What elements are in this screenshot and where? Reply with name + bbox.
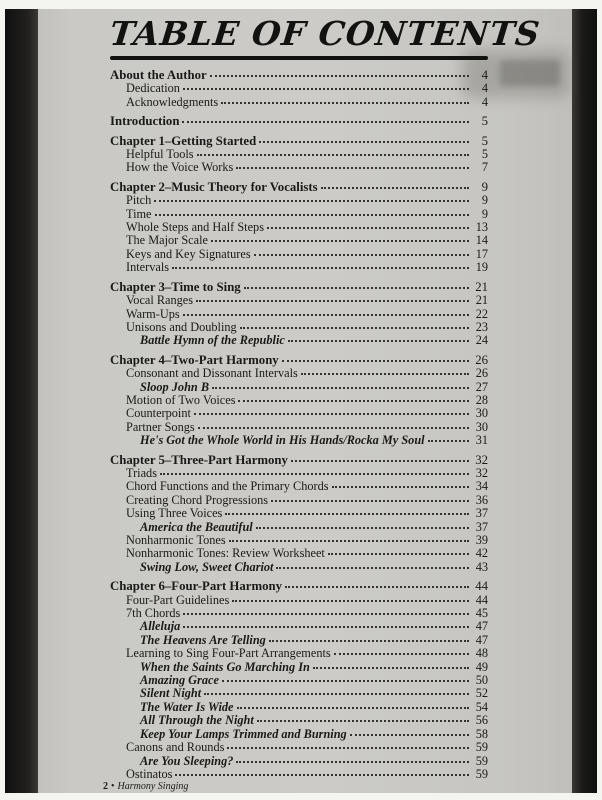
table-of-contents bbox=[110, 69, 488, 781]
scan-right-edge bbox=[572, 9, 597, 793]
scan-top-margin bbox=[0, 0, 602, 9]
toc-page-number: 32 bbox=[475, 465, 488, 480]
toc-entry-label: Using Three Voices bbox=[126, 506, 223, 521]
toc-dot-leader bbox=[321, 187, 469, 189]
toc-row bbox=[110, 208, 488, 221]
toc-entry-label: Alleluja bbox=[140, 619, 181, 634]
toc-entry-label: Partner Songs bbox=[126, 419, 195, 434]
toc-row bbox=[110, 421, 488, 434]
toc-dot-leader bbox=[276, 567, 469, 569]
toc-page-number: 47 bbox=[475, 619, 488, 634]
toc-page-number: 59 bbox=[475, 766, 488, 781]
toc-dot-leader bbox=[236, 761, 469, 763]
toc-entry-label: The Heavens Are Telling bbox=[140, 632, 266, 647]
toc-dot-leader bbox=[211, 240, 469, 242]
toc-page-number: 43 bbox=[475, 559, 488, 574]
toc-page-number: 27 bbox=[475, 379, 488, 394]
toc-dot-leader bbox=[238, 400, 469, 402]
toc-entry-label: Chapter 3–Time to Sing bbox=[110, 279, 241, 294]
toc-row bbox=[110, 521, 488, 534]
toc-dot-leader bbox=[269, 640, 469, 642]
toc-row bbox=[110, 221, 488, 234]
toc-row bbox=[110, 234, 488, 247]
scan-bottom-margin bbox=[0, 793, 602, 800]
toc-entry-label: Chapter 6–Four-Part Harmony bbox=[110, 579, 283, 594]
page-title: TABLE OF CONTENTS bbox=[107, 14, 543, 53]
toc-entry-label: Dedication bbox=[126, 81, 180, 96]
toc-row bbox=[110, 367, 488, 380]
toc-dot-leader bbox=[175, 774, 469, 776]
toc-dot-leader bbox=[232, 600, 469, 602]
toc-page-number: 58 bbox=[475, 726, 488, 741]
toc-row bbox=[110, 82, 488, 95]
toc-page-number: 26 bbox=[475, 352, 488, 367]
toc-dot-leader bbox=[428, 440, 469, 442]
toc-dot-leader bbox=[222, 680, 469, 682]
toc-row bbox=[110, 480, 488, 493]
toc-dot-leader bbox=[212, 387, 469, 389]
toc-dot-leader bbox=[154, 200, 469, 202]
toc-row bbox=[110, 561, 488, 574]
toc-page-number: 42 bbox=[475, 546, 488, 561]
toc-entry-label: Chapter 5–Three-Part Harmony bbox=[110, 452, 288, 467]
toc-page-number: 47 bbox=[475, 632, 488, 647]
toc-dot-leader bbox=[257, 720, 469, 722]
toc-dot-leader bbox=[197, 154, 469, 156]
toc-page-number: 24 bbox=[475, 333, 488, 348]
toc-row bbox=[110, 620, 488, 633]
toc-entry-label: Creating Chord Progressions bbox=[126, 492, 269, 507]
toc-dot-leader bbox=[210, 75, 469, 77]
title-underline bbox=[110, 56, 488, 60]
toc-entry-label: Sloop John B bbox=[140, 379, 210, 394]
toc-row bbox=[110, 115, 488, 128]
toc-entry-label: Chord Functions and the Primary Chords bbox=[126, 479, 329, 494]
toc-dot-leader bbox=[225, 513, 469, 515]
toc-row bbox=[110, 728, 488, 741]
toc-entry-label: Vocal Ranges bbox=[126, 293, 194, 308]
toc-row bbox=[110, 534, 488, 547]
toc-row bbox=[110, 701, 488, 714]
toc-row bbox=[110, 321, 488, 334]
toc-entry-label: About the Author bbox=[110, 68, 207, 82]
toc-row bbox=[110, 661, 488, 674]
toc-page-number: 21 bbox=[475, 293, 488, 308]
toc-row bbox=[110, 381, 488, 394]
toc-entry-label: Ostinatos bbox=[126, 766, 173, 781]
toc-row bbox=[110, 334, 488, 347]
toc-dot-leader bbox=[237, 707, 470, 709]
toc-entry-label: Counterpoint bbox=[126, 406, 191, 421]
toc-row bbox=[110, 148, 488, 161]
toc-dot-leader bbox=[229, 540, 469, 542]
page-content bbox=[107, 14, 543, 781]
toc-entry-label: The Major Scale bbox=[126, 233, 208, 248]
toc-entry-label: Acknowledgments bbox=[126, 94, 219, 109]
toc-page-number: 14 bbox=[475, 233, 488, 248]
toc-entry-label: Unisons and Doubling bbox=[126, 319, 237, 334]
toc-entry-label: Nonharmonic Tones bbox=[126, 533, 226, 547]
toc-dot-leader bbox=[183, 88, 469, 90]
toc-row bbox=[110, 308, 488, 321]
toc-dot-leader bbox=[221, 102, 469, 104]
scan-artifact-smudge-dark bbox=[500, 60, 560, 86]
toc-entry-label: When the Saints Go Marching In bbox=[140, 659, 310, 674]
toc-entry-label: Consonant and Dissonant Intervals bbox=[126, 366, 298, 381]
toc-row bbox=[110, 181, 488, 194]
toc-page-number: 23 bbox=[475, 319, 488, 334]
toc-row bbox=[110, 69, 488, 82]
toc-entry-label: Nonharmonic Tones: Review Worksheet bbox=[126, 546, 325, 561]
toc-entry-label: All Through the Night bbox=[140, 713, 254, 728]
toc-page-number: 50 bbox=[475, 673, 488, 688]
toc-page-number: 49 bbox=[475, 659, 488, 674]
toc-page-number: 31 bbox=[475, 433, 488, 448]
toc-entry-label: Time bbox=[126, 206, 152, 221]
toc-page-number: 37 bbox=[475, 506, 488, 521]
toc-dot-leader bbox=[183, 613, 469, 615]
toc-row bbox=[110, 135, 488, 148]
toc-entry-label: Pitch bbox=[126, 193, 152, 208]
toc-page-number: 32 bbox=[475, 452, 488, 467]
toc-page-number: 5 bbox=[481, 133, 488, 148]
toc-row bbox=[110, 755, 488, 768]
toc-entry-label: Introduction bbox=[110, 114, 180, 129]
page-footer bbox=[103, 781, 188, 792]
toc-entry-label: America the Beautiful bbox=[140, 519, 253, 534]
toc-row bbox=[110, 507, 488, 520]
toc-row bbox=[110, 248, 488, 261]
toc-dot-leader bbox=[155, 214, 469, 216]
toc-dot-leader bbox=[271, 500, 469, 502]
toc-dot-leader bbox=[183, 314, 469, 316]
toc-dot-leader bbox=[328, 553, 469, 555]
toc-row bbox=[110, 261, 488, 274]
scan-right-margin bbox=[597, 0, 602, 800]
toc-page-number: 59 bbox=[475, 753, 488, 768]
toc-dot-leader bbox=[301, 373, 469, 375]
toc-row bbox=[110, 647, 488, 660]
toc-row bbox=[110, 354, 488, 367]
toc-dot-leader bbox=[172, 267, 469, 269]
toc-entry-label: Chapter 1–Getting Started bbox=[110, 133, 257, 148]
toc-page-number: 21 bbox=[475, 279, 488, 294]
toc-page-number: 7 bbox=[481, 160, 488, 175]
toc-entry-label: Triads bbox=[126, 465, 157, 480]
toc-entry-label: Are You Sleeping? bbox=[140, 753, 234, 768]
toc-entry-label: Learning to Sing Four-Part Arrangements bbox=[126, 646, 331, 661]
toc-page-number: 9 bbox=[481, 179, 488, 194]
toc-row bbox=[110, 494, 488, 507]
toc-entry-label: Warm-Ups bbox=[126, 306, 180, 321]
toc-page-number: 28 bbox=[475, 392, 488, 407]
toc-dot-leader bbox=[236, 167, 469, 169]
toc-dot-leader bbox=[285, 586, 469, 588]
toc-dot-leader bbox=[204, 693, 469, 695]
toc-entry-label: Swing Low, Sweet Chariot bbox=[140, 559, 274, 574]
scan-left-edge bbox=[5, 9, 38, 793]
toc-row bbox=[110, 281, 488, 294]
toc-entry-label: Motion of Two Voices bbox=[126, 392, 236, 407]
toc-row bbox=[110, 96, 488, 109]
toc-page-number: 9 bbox=[481, 193, 488, 208]
toc-row bbox=[110, 161, 488, 174]
toc-entry-label: Keep Your Lamps Trimmed and Burning bbox=[140, 726, 347, 741]
toc-entry-label: Chapter 2–Music Theory for Vocalists bbox=[110, 179, 318, 194]
toc-entry-label: The Water Is Wide bbox=[140, 699, 234, 714]
toc-entry-label: Helpful Tools bbox=[126, 147, 194, 162]
toc-page-number: 39 bbox=[475, 533, 488, 547]
footer-page-number: 2 bbox=[103, 781, 108, 792]
toc-page-number: 5 bbox=[481, 114, 488, 129]
toc-row bbox=[110, 467, 488, 480]
toc-dot-leader bbox=[194, 413, 469, 415]
toc-row bbox=[110, 547, 488, 560]
toc-row bbox=[110, 607, 488, 620]
toc-page-number: 4 bbox=[481, 94, 488, 109]
toc-row bbox=[110, 594, 488, 607]
toc-dot-leader bbox=[282, 360, 469, 362]
toc-row bbox=[110, 434, 488, 447]
toc-page-number: 17 bbox=[475, 246, 488, 261]
toc-dot-leader bbox=[182, 121, 469, 123]
toc-row bbox=[110, 407, 488, 420]
toc-entry-label: Whole Steps and Half Steps bbox=[126, 220, 264, 235]
toc-page-number: 22 bbox=[475, 306, 488, 321]
toc-dot-leader bbox=[288, 340, 469, 342]
toc-row bbox=[110, 714, 488, 727]
toc-page-number: 26 bbox=[475, 366, 488, 381]
scan-left-margin bbox=[0, 0, 5, 800]
toc-page-number: 13 bbox=[475, 220, 488, 235]
toc-row bbox=[110, 687, 488, 700]
toc-dot-leader bbox=[259, 141, 469, 143]
toc-dot-leader bbox=[160, 473, 469, 475]
toc-entry-label: 7th Chords bbox=[126, 606, 181, 621]
footer-book-title: Harmony Singing bbox=[117, 781, 189, 792]
toc-page-number: 59 bbox=[475, 740, 488, 755]
toc-page-number: 34 bbox=[475, 479, 488, 494]
toc-page-number: 54 bbox=[475, 699, 488, 714]
toc-entry-label: How the Voice Works bbox=[126, 160, 234, 175]
toc-entry-label: Silent Night bbox=[140, 686, 202, 701]
toc-page-number: 30 bbox=[475, 406, 488, 421]
toc-dot-leader bbox=[244, 287, 469, 289]
toc-dot-leader bbox=[291, 460, 469, 462]
toc-dot-leader bbox=[332, 486, 469, 488]
toc-row bbox=[110, 674, 488, 687]
toc-row bbox=[110, 194, 488, 207]
toc-row bbox=[110, 294, 488, 307]
toc-dot-leader bbox=[240, 327, 469, 329]
toc-entry-label: He's Got the Whole World in His Hands/Rocka My Soul bbox=[140, 433, 425, 448]
footer-separator: • bbox=[111, 781, 115, 792]
toc-page-number: 44 bbox=[475, 579, 488, 594]
toc-page-number: 52 bbox=[475, 686, 488, 701]
toc-page-number: 9 bbox=[481, 206, 488, 221]
toc-page-number: 44 bbox=[475, 592, 488, 607]
toc-entry-label: Keys and Key Signatures bbox=[126, 246, 251, 261]
toc-dot-leader bbox=[256, 527, 469, 529]
toc-dot-leader bbox=[313, 667, 469, 669]
toc-row bbox=[110, 768, 488, 781]
toc-entry-label: Four-Part Guidelines bbox=[126, 592, 230, 607]
toc-entry-label: Amazing Grace bbox=[140, 673, 219, 688]
toc-row bbox=[110, 394, 488, 407]
toc-dot-leader bbox=[254, 254, 469, 256]
toc-row bbox=[110, 580, 488, 593]
toc-dot-leader bbox=[227, 747, 469, 749]
toc-page-number: 56 bbox=[475, 713, 488, 728]
toc-page-number: 4 bbox=[481, 81, 488, 96]
toc-dot-leader bbox=[198, 427, 469, 429]
toc-dot-leader bbox=[183, 626, 469, 628]
toc-page-number: 37 bbox=[475, 519, 488, 534]
toc-dot-leader bbox=[334, 653, 469, 655]
toc-page-number: 45 bbox=[475, 606, 488, 621]
toc-dot-leader bbox=[350, 734, 469, 736]
toc-page-number: 30 bbox=[475, 419, 488, 434]
toc-dot-leader bbox=[196, 300, 469, 302]
toc-entry-label: Battle Hymn of the Republic bbox=[140, 333, 285, 348]
toc-page-number: 19 bbox=[475, 260, 488, 275]
toc-row bbox=[110, 634, 488, 647]
toc-row bbox=[110, 454, 488, 467]
toc-entry-label: Chapter 4–Two-Part Harmony bbox=[110, 352, 279, 367]
toc-page-number: 48 bbox=[475, 646, 488, 661]
toc-row bbox=[110, 741, 488, 754]
toc-page-number: 5 bbox=[481, 147, 488, 162]
toc-entry-label: Canons and Rounds bbox=[126, 740, 225, 755]
toc-page-number: 4 bbox=[481, 68, 488, 82]
toc-page-number: 36 bbox=[475, 492, 488, 507]
toc-entry-label: Intervals bbox=[126, 260, 170, 275]
toc-dot-leader bbox=[267, 227, 469, 229]
